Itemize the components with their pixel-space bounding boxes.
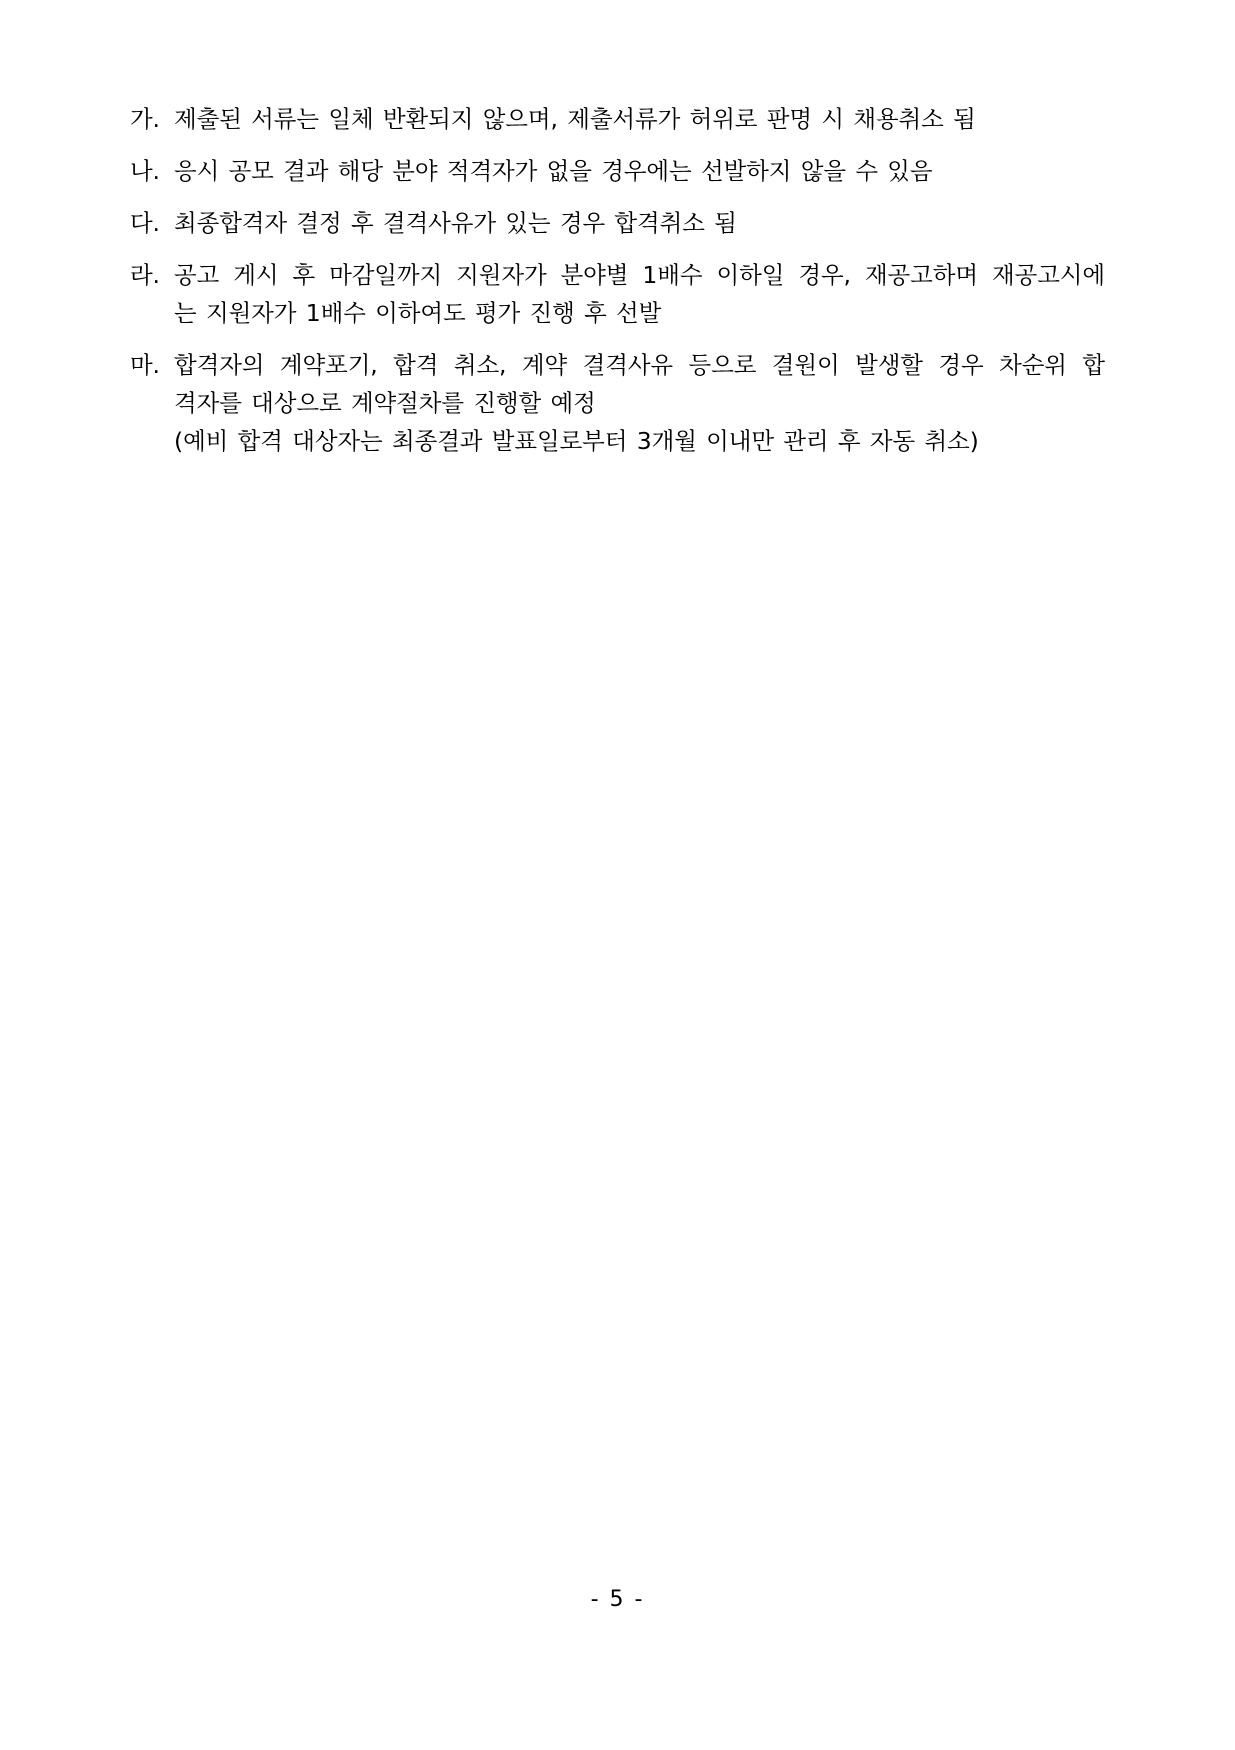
- list-item-marker: 다.: [130, 209, 160, 238]
- list-item: [130, 204, 1105, 242]
- list-item: [130, 346, 1105, 460]
- list-item: [130, 100, 1105, 138]
- page-number: - 5 -: [590, 1587, 645, 1612]
- list-item: [130, 152, 1105, 190]
- text-line: 격자를 대상으로 계약절차를 진행할 예정: [174, 389, 596, 418]
- list-item-text: [174, 100, 1105, 138]
- list-item: [130, 256, 1105, 332]
- list-item-marker: 나.: [130, 157, 160, 186]
- list-item-marker: 라.: [130, 261, 160, 290]
- text-line: (예비 합격 대상자는 최종결과 발표일로부터 3개월 이내만 관리 후 자동 취소): [174, 427, 979, 456]
- list-item-text: [174, 152, 1105, 190]
- list-item-text: [174, 204, 1105, 242]
- text-line: 응시 공모 결과 해당 분야 적격자가 없을 경우에는 선발하지 않을 수 있음: [174, 157, 933, 186]
- document-body: [130, 100, 1105, 461]
- text-line: 최종합격자 결정 후 결격사유가 있는 경우 합격취소 됨: [174, 209, 737, 238]
- text-line: 공고 게시 후 마감일까지 지원자가 분야별 1배수 이하일 경우, 재공고하며 재공고시에: [174, 261, 1105, 290]
- list-item-marker: 마.: [130, 351, 160, 380]
- text-line: 합격자의 계약포기, 합격 취소, 계약 결격사유 등으로 결원이 발생할 경우 차순위 합: [174, 351, 1105, 380]
- list-item-text: [174, 256, 1105, 332]
- text-line: 는 지원자가 1배수 이하여도 평가 진행 후 선발: [174, 299, 662, 328]
- text-line: 제출된 서류는 일체 반환되지 않으며, 제출서류가 허위로 판명 시 채용취소 됨: [174, 105, 976, 133]
- list-item-marker: 가.: [130, 105, 160, 133]
- list-item-text: [174, 346, 1105, 460]
